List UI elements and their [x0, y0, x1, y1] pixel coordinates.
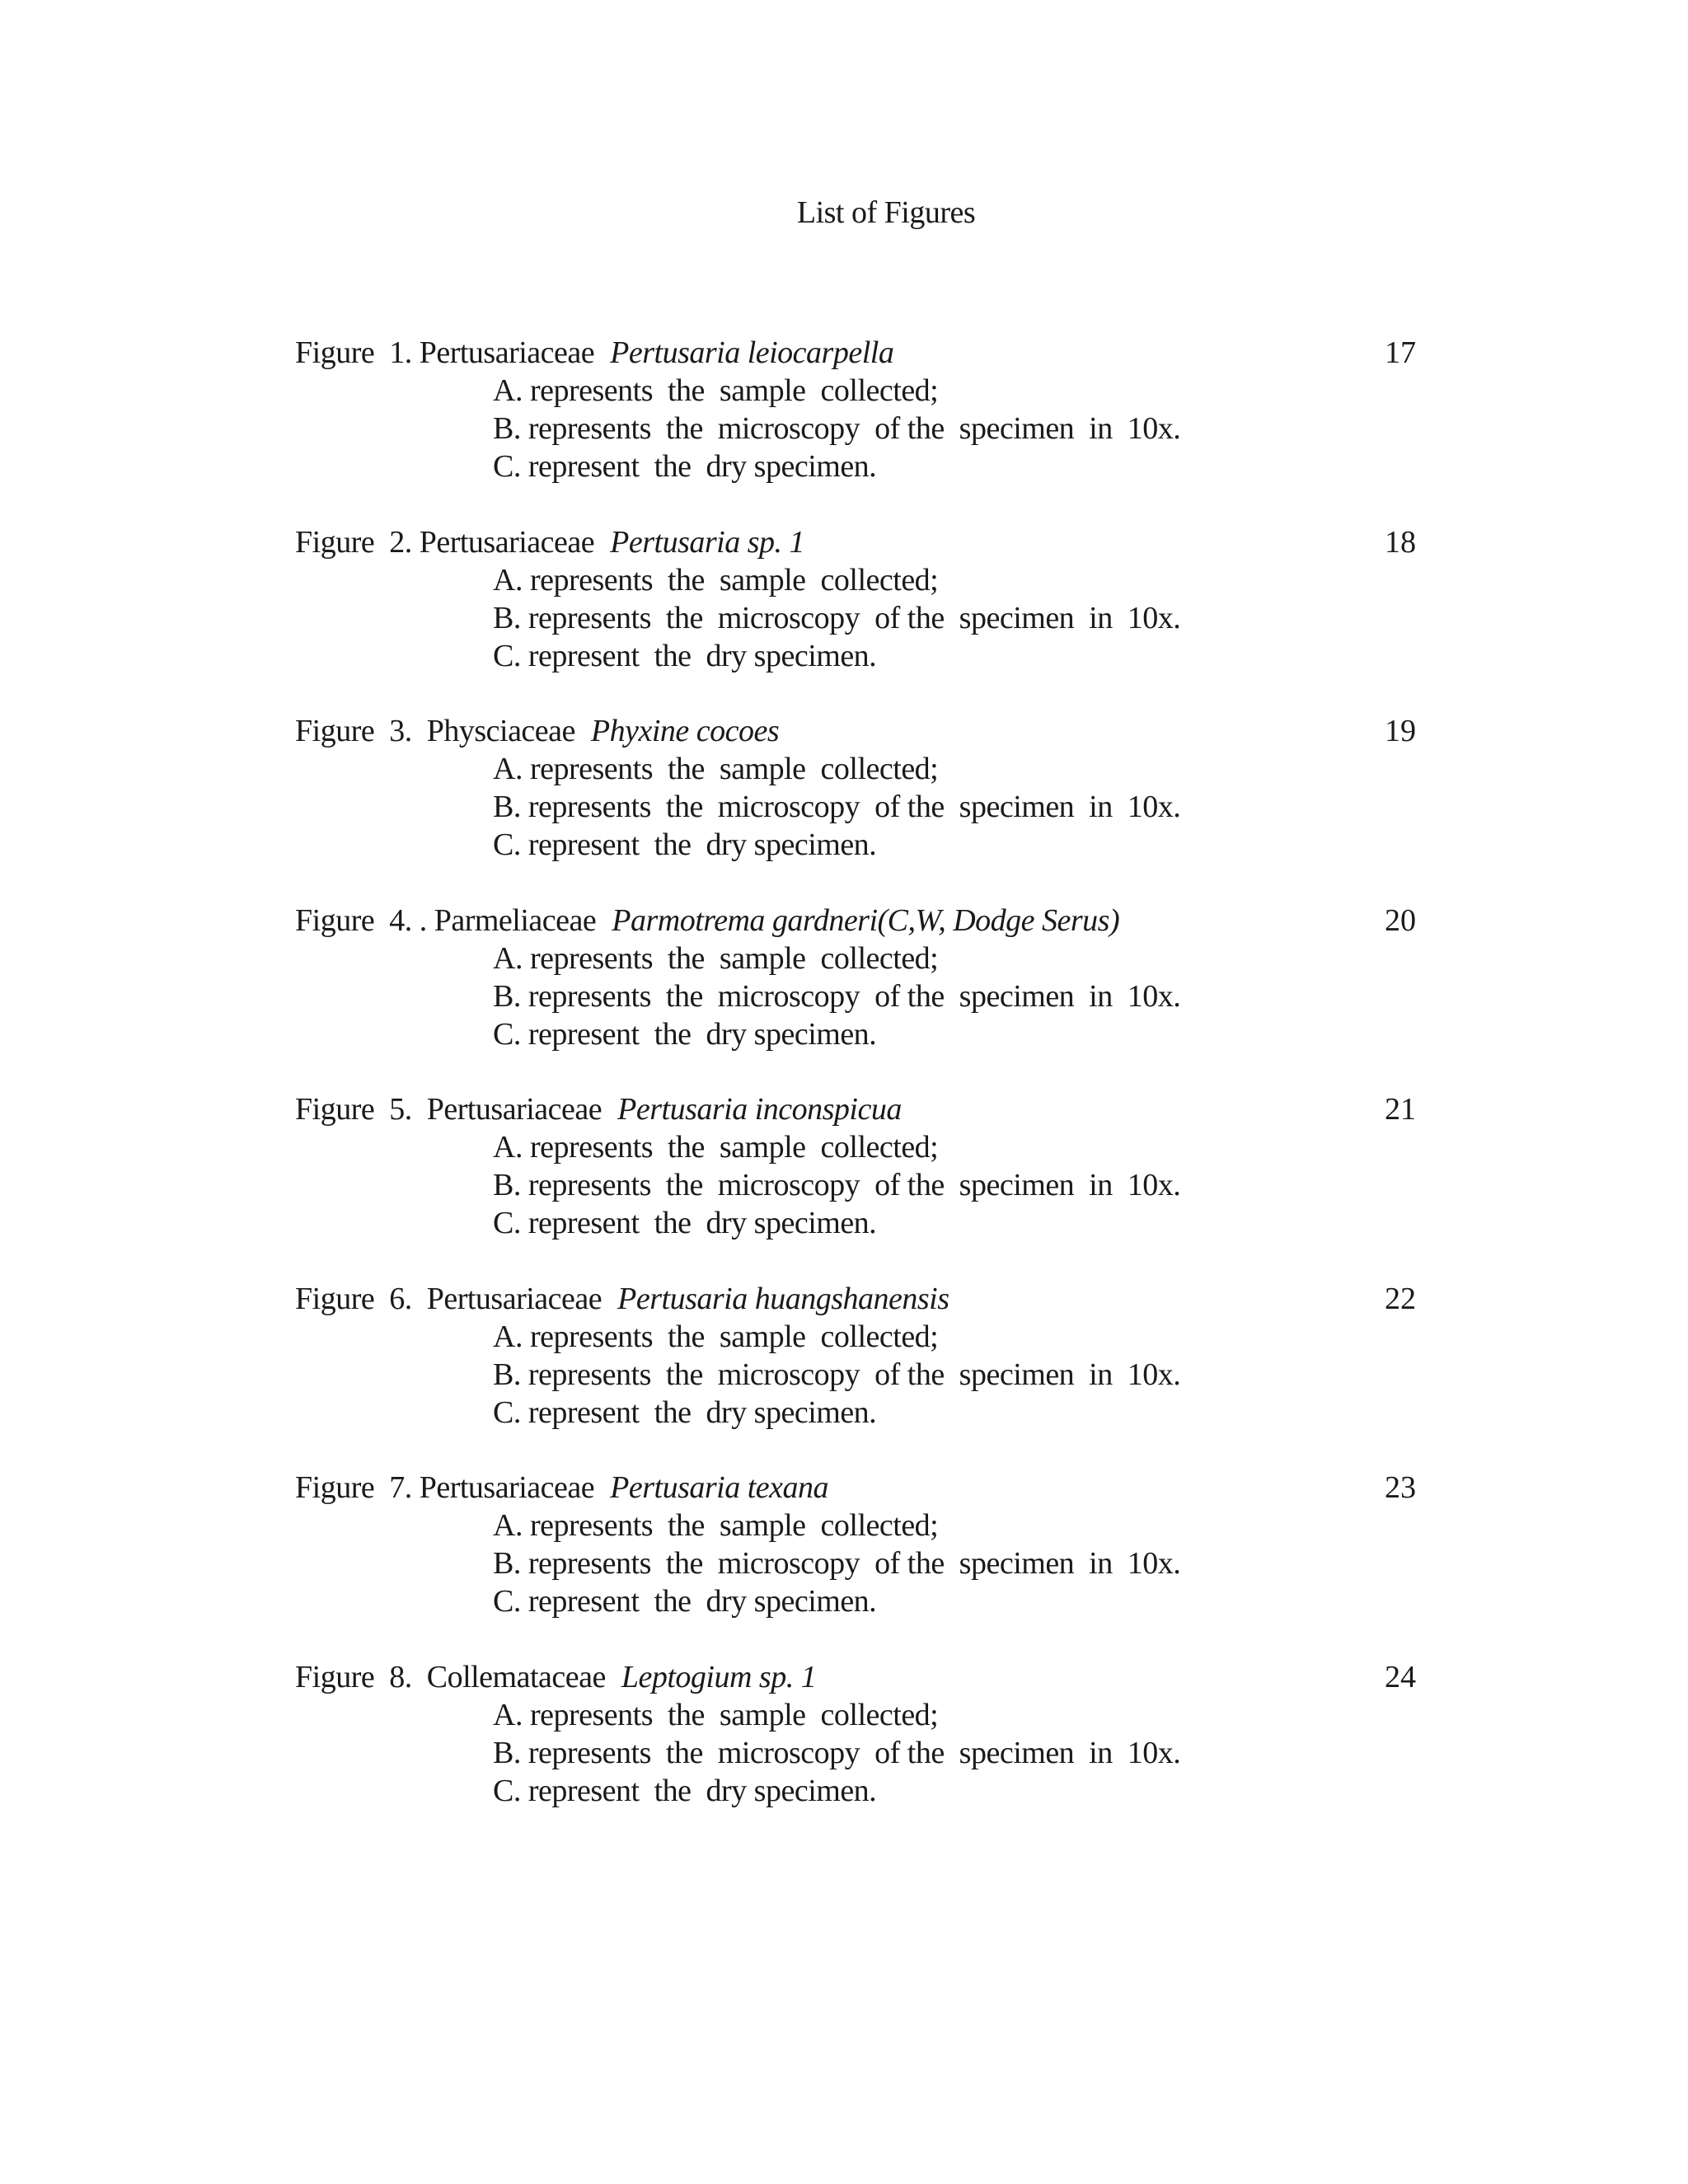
figure-caption-c: C. represent the dry specimen.	[493, 1773, 877, 1808]
figure-family: Collemataceae	[426, 1659, 606, 1694]
figure-page-number: 24	[1385, 1659, 1416, 1694]
figure-caption-a: A. represents the sample collected;	[493, 373, 939, 408]
figure-caption-c: C. represent the dry specimen.	[493, 1016, 877, 1052]
figure-entry	[295, 902, 1416, 1091]
figure-entry	[295, 712, 1416, 902]
figure-family: Pertusariaceae	[426, 1281, 603, 1316]
figure-caption-c: C. represent the dry specimen.	[493, 449, 877, 484]
figure-heading	[295, 902, 1119, 940]
figure-caption-b: B. represents the microscopy of the specimen in 10x.	[493, 978, 1181, 1014]
figure-page-number: 18	[1385, 524, 1416, 560]
figure-species: Pertusaria texana	[610, 1470, 828, 1505]
figure-caption-a: A. represents the sample collected;	[493, 940, 939, 976]
figure-family: Parmeliaceae	[434, 902, 597, 938]
figure-caption-b: B. represents the microscopy of the specimen in 10x.	[493, 600, 1181, 635]
figure-heading	[295, 712, 779, 750]
figure-page-number: 20	[1385, 902, 1416, 938]
figure-label: Figure 7.	[295, 1470, 420, 1505]
figure-label: Figure 4. .	[295, 902, 434, 938]
figure-species: Pertusaria sp. 1	[610, 524, 804, 560]
figure-caption-c: C. represent the dry specimen.	[493, 1206, 877, 1240]
page-title: List of Figures	[796, 195, 976, 230]
figure-heading	[295, 1090, 902, 1128]
figure-caption-a: A. represents the sample collected;	[493, 1130, 939, 1165]
figure-label: Figure 6.	[295, 1281, 427, 1316]
figure-species: Pertusaria leiocarpella	[610, 335, 894, 370]
figure-label: Figure 2.	[295, 524, 420, 560]
figure-species: Pertusaria inconspicua	[617, 1092, 902, 1127]
figure-entry	[295, 1658, 1416, 1848]
figure-label: Figure 8.	[295, 1659, 427, 1694]
figure-page-number: 19	[1385, 714, 1416, 748]
figure-caption-a: A. represents the sample collected;	[493, 752, 939, 786]
figure-caption-c: C. represent the dry specimen.	[493, 1394, 877, 1430]
figure-heading	[295, 523, 804, 561]
figure-caption-a: A. represents the sample collected;	[493, 1319, 939, 1354]
figure-caption-a: A. represents the sample collected;	[493, 562, 939, 598]
figure-caption-c: C. represent the dry specimen.	[493, 1584, 877, 1619]
figure-caption-a: A. represents the sample collected;	[493, 1697, 939, 1732]
figure-caption-b: B. represents the microscopy of the specimen in 10x.	[493, 790, 1181, 824]
figure-entry	[295, 334, 1416, 523]
figure-species: Leptogium sp. 1	[621, 1659, 817, 1694]
figure-caption-b: B. represents the microscopy of the specimen in 10x.	[493, 1357, 1181, 1392]
figure-caption-b: B. represents the microscopy of the specimen in 10x.	[493, 411, 1181, 446]
figure-page-number: 17	[1385, 335, 1416, 370]
figure-caption-b: B. represents the microscopy of the specimen in 10x.	[493, 1546, 1181, 1581]
figure-label: Figure 1.	[295, 335, 420, 370]
figure-caption-b: B. represents the microscopy of the specimen in 10x.	[493, 1168, 1181, 1202]
figure-caption-a: A. represents the sample collected;	[493, 1508, 939, 1543]
figure-caption-c: C. represent the dry specimen.	[493, 638, 877, 673]
figure-label: Figure 3.	[295, 714, 427, 748]
figure-entry	[295, 1090, 1416, 1280]
figure-family: Pertusariaceae	[419, 1470, 595, 1505]
figure-heading	[295, 1658, 816, 1696]
figure-heading	[295, 334, 893, 372]
figure-caption-b: B. represents the microscopy of the specimen in 10x.	[493, 1735, 1181, 1770]
figure-caption-c: C. represent the dry specimen.	[493, 827, 877, 862]
figure-entry	[295, 1469, 1416, 1658]
figure-label: Figure 5.	[295, 1092, 427, 1127]
figure-species: Parmotrema gardneri(C,W, Dodge Serus)	[612, 902, 1120, 938]
figure-heading	[295, 1469, 828, 1507]
figure-family: Physciaceae	[426, 714, 575, 748]
figure-species: Pertusaria huangshanensis	[617, 1281, 950, 1316]
figure-family: Pertusariaceae	[426, 1092, 603, 1127]
figure-family: Pertusariaceae	[419, 335, 595, 370]
figure-page-number: 21	[1385, 1092, 1416, 1127]
figure-entry	[295, 523, 1416, 713]
figure-heading	[295, 1280, 950, 1318]
figure-page-number: 23	[1385, 1470, 1416, 1505]
figure-species: Phyxine cocoes	[590, 714, 780, 748]
figure-list	[295, 334, 1416, 1847]
figure-family: Pertusariaceae	[419, 524, 595, 560]
figure-entry	[295, 1280, 1416, 1469]
figure-page-number: 22	[1385, 1281, 1416, 1316]
